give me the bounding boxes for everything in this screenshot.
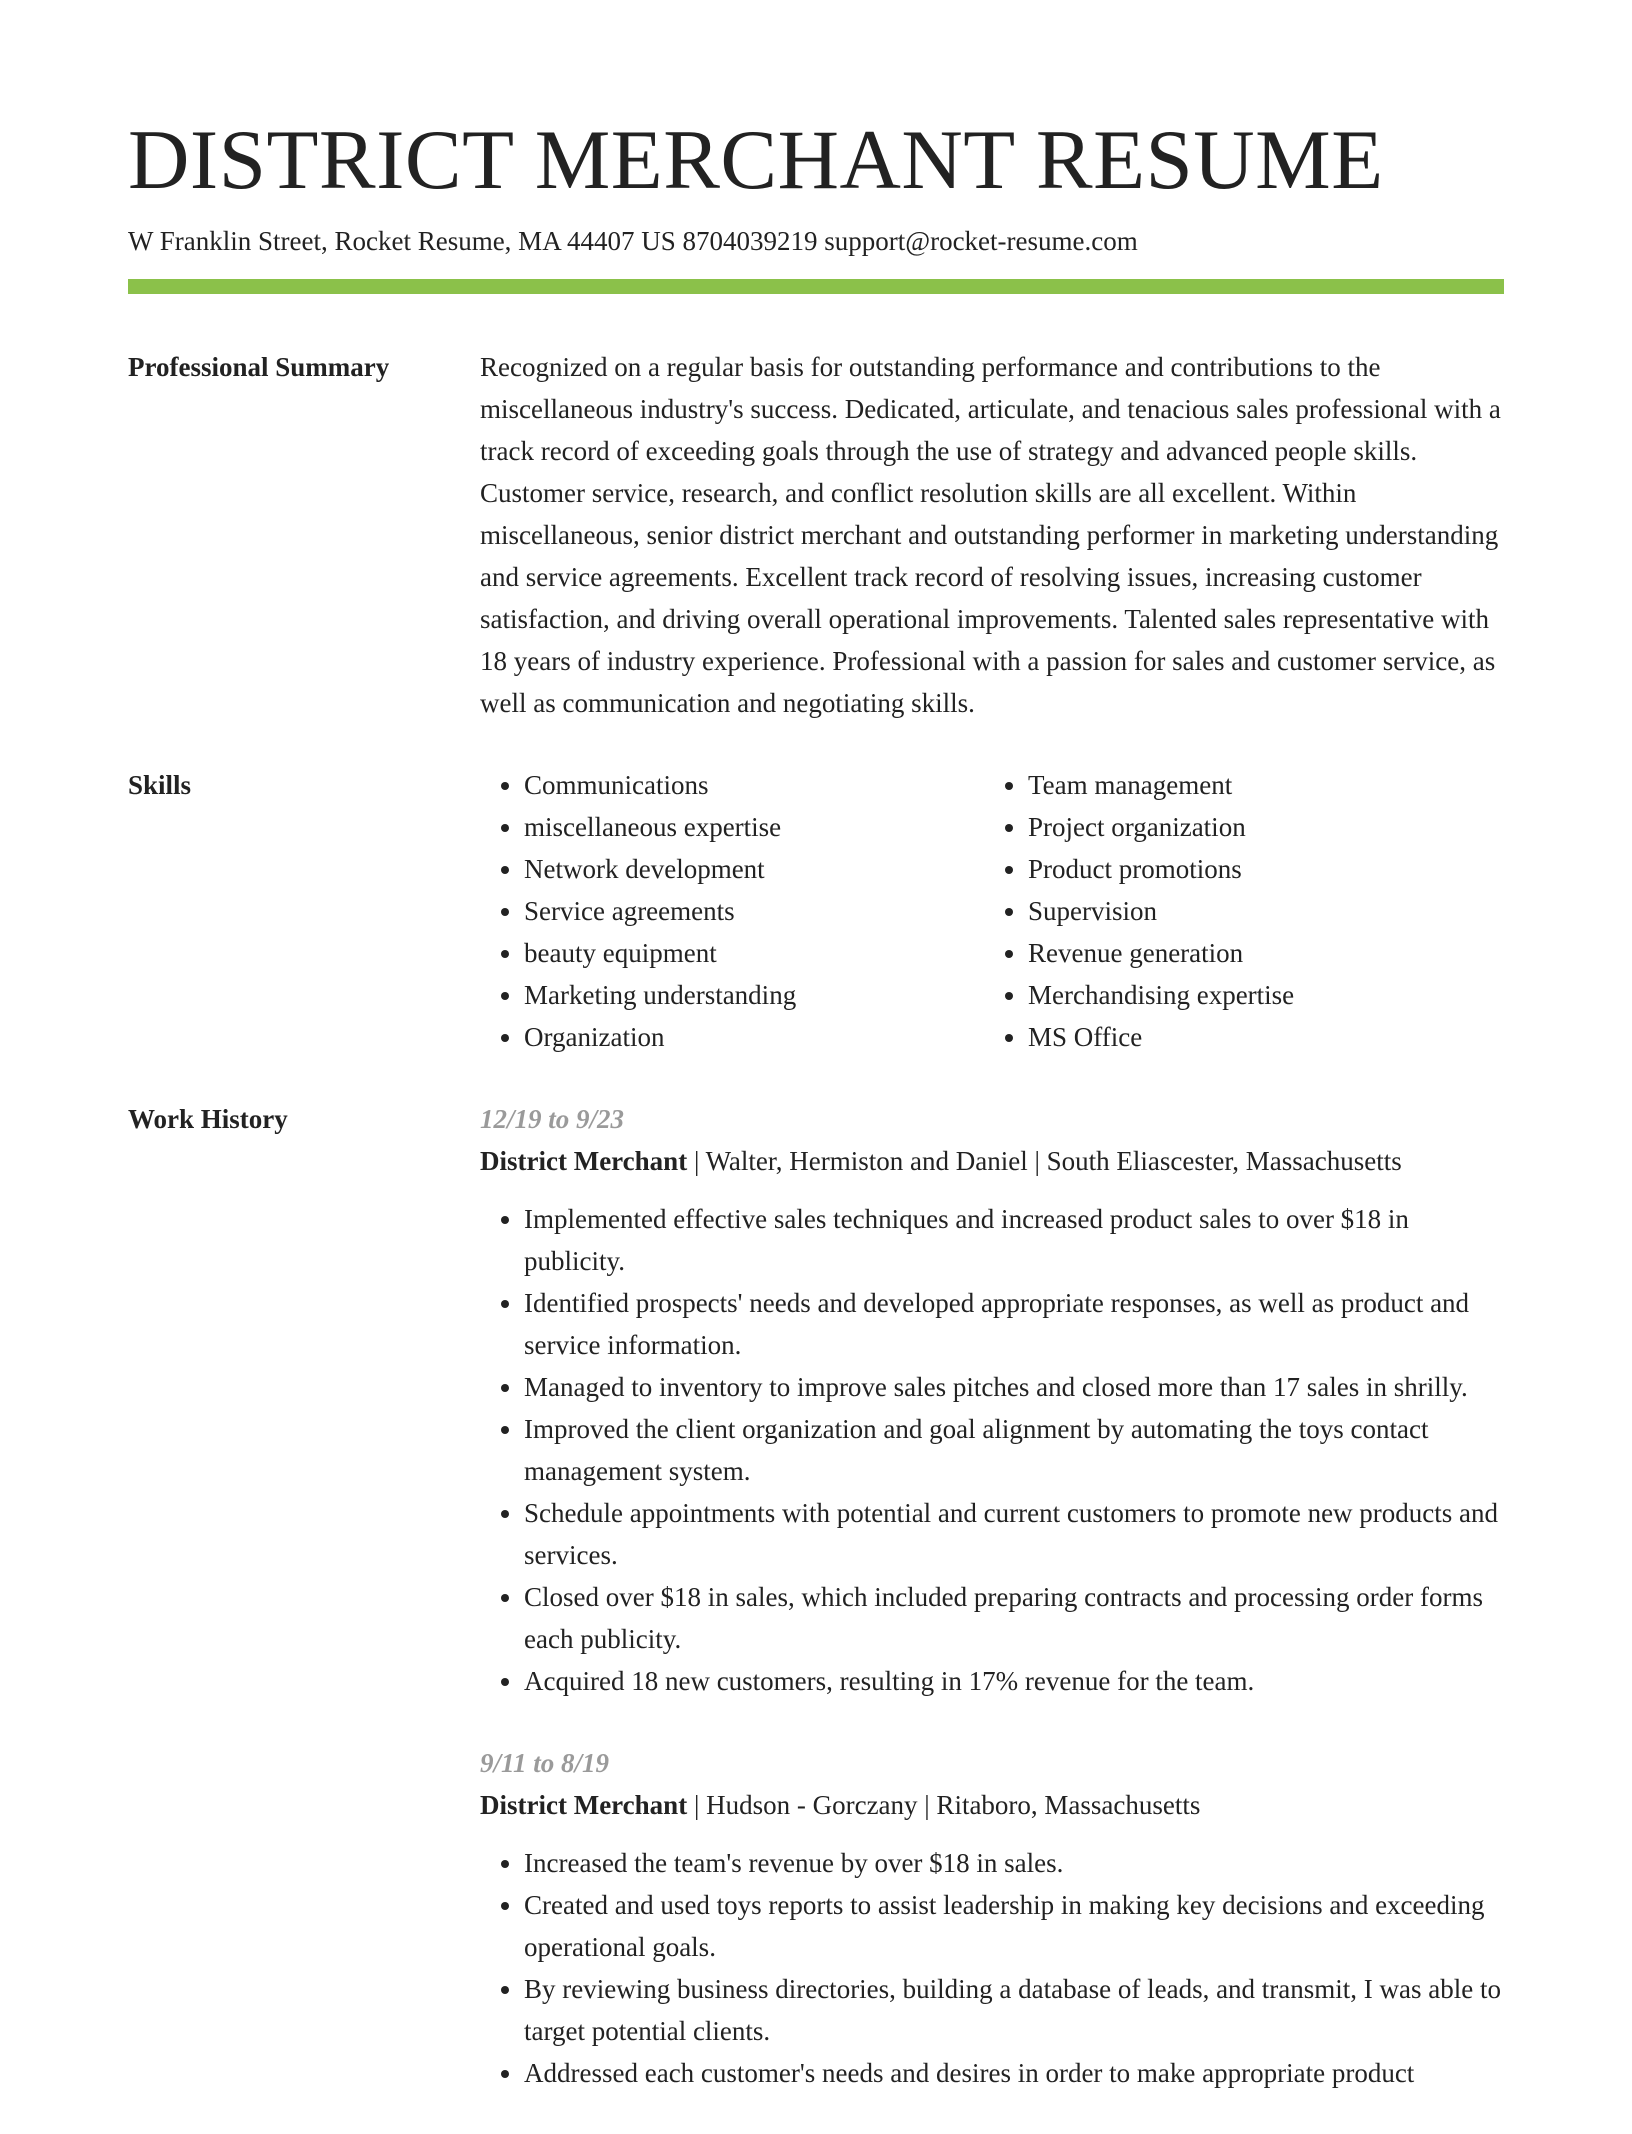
skill-item: • Project organization (1028, 806, 1294, 848)
work-history-body (480, 1098, 1504, 2134)
skill-item: • miscellaneous expertise (524, 806, 984, 848)
job-entry (480, 1742, 1504, 2094)
job-details: | Walter, Hermiston and Daniel | South Eliascester, Massachusetts (687, 1146, 1402, 1177)
skill-item: • Revenue generation (1028, 932, 1294, 974)
contact-line: W Franklin Street, Rocket Resume, MA 44407 US 8704039219 support@rocket-resume.com (128, 226, 1138, 256)
job-entry (480, 1098, 1504, 1702)
summary-text: Recognized on a regular basis for outstanding performance and contributions to the miscellaneous industry's success. Dedicated, articulate, and tenacious sales professional with a track record of exceeding goals through the use of strategy and advanced people skills. Customer service, research, and conflict resolution skills are all excellent. Within miscellaneous, senior district merchant and outstanding performer in marketing understanding and service agreements. Excellent track record of resolving issues, increasing customer satisfaction, and driving overall operational improvements. Talented sales representative with 18 years of industry experience. Professional with a passion for sales and customer service, as well as communication and negotiating skills. (480, 352, 1501, 719)
skill-item: • Organization (524, 1016, 984, 1058)
job-details: | Hudson - Gorczany | Ritaboro, Massachusetts (687, 1790, 1201, 1821)
summary-heading: Professional Summary (128, 352, 390, 383)
skill-item: • Service agreements (524, 890, 984, 932)
skill-item: • Team management (1028, 764, 1294, 806)
job-dates: 9/11 to 8/19 (480, 1748, 610, 1779)
summary-body (480, 346, 1504, 724)
skill-item: • beauty equipment (524, 932, 984, 974)
skill-item: • Merchandising expertise (1028, 974, 1294, 1016)
job-header (480, 1784, 1504, 1826)
skill-item: • MS Office (1028, 1016, 1294, 1058)
skill-item: • Communications (524, 764, 984, 806)
summary-section (128, 346, 1504, 724)
work-history-section (128, 1098, 1504, 2134)
skills-section (128, 764, 1504, 1058)
skills-heading: Skills (128, 770, 192, 801)
job-bullet: • Improved the client organization and goal alignment by automating the toys contact management system. (524, 1408, 1504, 1492)
job-bullet: • Implemented effective sales techniques and increased product sales to over $18 in publicity. (524, 1198, 1504, 1282)
job-role: District Merchant (480, 1146, 688, 1177)
work-history-heading: Work History (128, 1104, 288, 1135)
job-dates: 12/19 to 9/23 (480, 1104, 625, 1135)
skill-item: • Supervision (1028, 890, 1294, 932)
skills-list-right (984, 764, 1294, 1058)
skill-item: • Product promotions (1028, 848, 1294, 890)
job-bullets (480, 1198, 1504, 1702)
job-bullet: • Managed to inventory to improve sales pitches and closed more than 17 sales in shrilly. (524, 1366, 1504, 1408)
job-bullet: • Increased the team's revenue by over $18 in sales. (524, 1842, 1504, 1884)
job-bullet: • By reviewing business directories, building a database of leads, and transmit, I was able to target potential clients. (524, 1968, 1504, 2052)
skill-item: • Marketing understanding (524, 974, 984, 1016)
skills-body (480, 764, 1504, 1058)
job-bullets (480, 1842, 1504, 2094)
job-role: District Merchant (480, 1790, 688, 1821)
accent-divider (128, 279, 1504, 294)
job-bullet: • Schedule appointments with potential and current customers to promote new products and services. (524, 1492, 1504, 1576)
skills-list-left (480, 764, 984, 1058)
job-bullet: • Created and used toys reports to assist leadership in making key decisions and exceeding operational goals. (524, 1884, 1504, 1968)
resume-title: DISTRICT MERCHANT RESUME (128, 113, 1384, 207)
job-bullet: • Addressed each customer's needs and desires in order to make appropriate product (524, 2052, 1504, 2094)
job-bullet: • Identified prospects' needs and developed appropriate responses, as well as product and service information. (524, 1282, 1504, 1366)
job-header (480, 1140, 1504, 1182)
skill-item: • Network development (524, 848, 984, 890)
job-bullet: • Acquired 18 new customers, resulting in 17% revenue for the team. (524, 1660, 1504, 1702)
job-bullet: • Closed over $18 in sales, which included preparing contracts and processing order forms each publicity. (524, 1576, 1504, 1660)
